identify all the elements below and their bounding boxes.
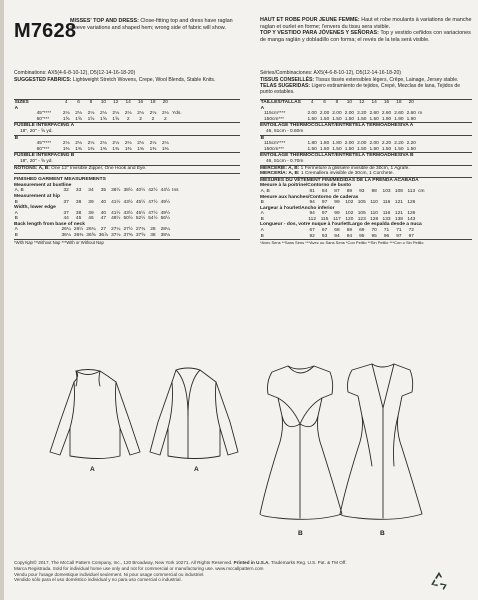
sizes-row: SIZES 4 6 8 10 12 14 16 18 20 (14, 100, 168, 105)
entoilage-a-text: 46, 51cm - 0.60m (266, 128, 304, 134)
description-text-es: Top y vestido ceñidos con variaciones de manga raglán y dobladillo con forma; el revés de la tela será visible. (260, 30, 471, 43)
description-text: Close-fitting top and dress have raglan sleeve variations and shaped hem; wrong side of fabric will show. (70, 18, 233, 31)
fabrics-text-es: Ligero estiramiento de tejidos, Crepé, Mezclas de lana, Tejidos de punto estables. (260, 83, 461, 96)
merceria-es: MERCERÍA: A, B: 1 Cremallera invisible de 30cm, 1 Corchete. (260, 171, 394, 177)
table-row: B 94 97 99 102 105 110 116 121 126 (260, 200, 416, 206)
view-b-front-drawing (260, 366, 342, 519)
fusible-a-label: FUSIBLE INTERFACING A (14, 123, 75, 129)
yardage-table-en: SIZES 4 6 8 10 12 14 16 18 20 A 45"**** 2⅛ 2⅛ 2⅛ 2⅛ 2⅛ 2⅛ 2⅛ 2⅛ 2⅛ Yds. 60"*** 1⅝ 1⅝ 1⅝ 1⅝ 1⅝ 2 2 2 2 FUSIBLE INTERFACING A 18", 20" - ⅝ yd. B 45"**** 2⅛ 2⅛ 2⅛ 2⅛ 2⅛ 2⅛ 2⅛ 2⅛ 2⅛ 60"*** 1⅜ 1⅜ 1⅜ 1⅜ 1⅜ 1⅜ 1⅜ 1⅜ 1⅜ FUSIBLE INTERFACING B 18", 20" - ⅝ yd. NOTIONS: A, B: One 12" Invisible Zipper, One Hook and Eye. FINISHED GARMENT MEASUREMENTS Measurement at bustline A, B 32 33 34 35 36½ 38½ 40½ 42½ 44½ Ins Measurement at hip B 37 38 39 40 41½ 43½ 45½ 47½ 49½ Width, lower edge A 37 38 39 40 41½ 43½ 45½ 47½ 49½ B 44 45 46 47 48½ 50½ 52½ 54½ 56½ Back length from base of neck A 26¼ 26½ 26¾ 27 27¼ 27½ 27¾ 28 28¼ B 36⅛ 36⅜ 36⅝ 36⅞ 37⅛ 37⅜ 37⅝ 38 38⅛ *With Nap **Without Nap ***With or Without Nap (14, 99, 244, 245)
description-english (70, 18, 240, 31)
fusible-a-text: 18", 20" - ⅝ yd. (20, 128, 53, 134)
view-a-front-drawing (50, 370, 140, 459)
fabrics-text-fr: Tissus tissés extensibles légers, Crêpe, Lainage, Jersey stable. (315, 77, 459, 83)
view-b-front-label: B (298, 530, 303, 537)
nap-note-en: *With Nap **Without Nap ***With or Without Nap (14, 239, 104, 245)
description-title: MISSES' TOP AND DRESS: (70, 18, 139, 24)
pattern-number: M7628 (14, 20, 77, 42)
nap-note-fr: *Avec Sens **Sans Sens ***Avec ou Sans Sens *Con Pelillo **Sin Pelillo ***Con o Sin Pelillo (260, 240, 424, 246)
footer (14, 560, 434, 583)
view-a-front-label: A (90, 466, 95, 473)
view-b-back-drawing (340, 364, 422, 519)
back-length-label: Back length from base of neck (14, 221, 85, 227)
description-text-fr: Haut et robe moulants à variations de manche raglan et ourlet en forme; l'envers du tissu sera visible. (260, 17, 472, 30)
website-link[interactable]: www.mccallpattern.com (215, 565, 264, 571)
table-row: B 36⅛ 36⅜ 36⅝ 36⅞ 37⅛ 37⅜ 37⅝ 38 38⅛ (14, 233, 170, 239)
trademarks: Trademarks Reg. U.S. Pat. & TM Off. (270, 560, 347, 565)
table-row: A 67 67 68 69 69 70 71 71 72 (260, 228, 414, 234)
description-title-fr: HAUT ET ROBE POUR JEUNE FEMME: (260, 17, 360, 23)
table-row: 45"**** 2⅛ 2⅛ 2⅛ 2⅛ 2⅛ 2⅛ 2⅛ 2⅛ 2⅛ (36, 141, 169, 147)
back-length-label-fr: Longueur - dos, votre nuque à l'ourlet/Largo de espalda desde a nuca (260, 222, 422, 228)
view-a-back-label: A (194, 466, 199, 473)
table-row: 60"*** 1⅝ 1⅝ 1⅝ 1⅝ 1⅝ 2 2 2 2 (36, 116, 167, 122)
table-row: 115cm**** 2.00 2.00 2.00 2.00 2.20 2.60 2.60 2.60 2.60 m (264, 111, 423, 117)
footer-line4: Vendido sólo para el uso doméstico individual y no para uso comercial o industrial. (14, 577, 182, 583)
table-row: B 112 115 117 120 123 128 133 138 143 (260, 216, 416, 222)
table-row: B 44 45 46 47 48½ 50½ 52½ 54½ 56½ (14, 216, 170, 222)
measurements-title-en: FINISHED GARMENT MEASUREMENTS (14, 177, 106, 183)
table-row: A, B 32 33 34 35 36½ 38½ 40½ 42½ 44½ Ins (14, 188, 179, 194)
table-row: A 26¼ 26½ 26¾ 27 27¼ 27½ 27¾ 28 28¼ (14, 227, 170, 233)
copyright: Copyright© 2017, The McCall Pattern Company, Inc., 120 Broadway, New York 10271. All Rights Reserved. (14, 560, 233, 565)
suggested-fabrics-en (14, 77, 242, 83)
view-a-back-drawing (150, 368, 238, 459)
printed: Printed in U.S.A. (233, 560, 270, 565)
fusible-b-text: 18", 20" - ⅝ yd. (20, 158, 53, 164)
view-b-back-label: B (380, 530, 385, 537)
table-row: A 37 38 39 40 41½ 43½ 45½ 47½ 49½ (14, 210, 170, 216)
mercerie-fr: MERCERIE: A, B: 1 Fermeture à glissière invisible de 30cm, 1 Agrafe. (260, 165, 410, 171)
description-title-es: TOP Y VESTIDO PARA JÓVENES Y SEÑORAS: (260, 30, 379, 37)
bust-label-fr: Mesure à la poitrine/Contorno de busto (260, 183, 352, 189)
table-row: 150cm*** 1.50 1.50 1.50 1.50 1.50 1.50 1.90 1.90 1.90 (264, 116, 416, 122)
table-row: A 94 97 99 102 105 110 116 121 126 (260, 211, 416, 217)
entoilage-b-text: 46, 51cm - 0.70m (266, 158, 304, 164)
footer-line3: Vendu pour l'usage domestique individuel seulement. Ni pour usage commercial ou industriel. (14, 571, 205, 577)
technical-drawings (16, 346, 472, 546)
fusible-b-label: FUSIBLE INTERFACING B (14, 153, 75, 159)
width-label: Width, lower edge (14, 205, 56, 211)
combinations-en: Combinations: AX5(4-6-8-10-12), D5(12-14-16-18-20) (14, 70, 136, 76)
table-row: B 92 93 94 94 95 95 96 97 97 (260, 233, 414, 239)
table-row: 60"*** 1⅜ 1⅜ 1⅜ 1⅜ 1⅜ 1⅜ 1⅜ 1⅜ 1⅜ (36, 146, 169, 152)
notions-en: NOTIONS: A, B: One 12" Invisible Zipper, One Hook and Eye. (14, 165, 147, 171)
bust-label: Measurement at bustline (14, 182, 72, 188)
hip-label: Measurement at hip (14, 193, 60, 199)
table-row: B 37 38 39 40 41½ 43½ 45½ 47½ 49½ (14, 199, 170, 205)
entoilage-a-label: ENTOILAGE THERMOCOLLANT/ENTRETELA TERMOADHESIVA A (260, 123, 414, 129)
footer-line2: Marca Registrada. Sold for individual home use only and not for commercial or manufacturing use. (14, 565, 214, 571)
table-row: 45"**** 2⅛ 2⅛ 2⅛ 2⅛ 2⅛ 2⅛ 2⅛ 2⅛ 2⅛ Yds. (36, 111, 182, 117)
sizes-row-fr: TAILLES/TALLAS 4 6 8 10 12 14 16 18 20 (260, 100, 414, 105)
yardage-table-fr: TAILLES/TALLAS 4 6 8 10 12 14 16 18 20 A 115cm**** 2.00 2.00 2.00 2.00 2.20 2.60 2.60 2.60 2.60 m 150cm*** 1.50 1.50 1.50 1.50 1.50 1.50 1.90 1.90 1.90 ENTOILAGE THERMOCOLLANT/ENTRETELA TERMOADHESIVA A 46, 51cm - 0.60m B 115cm**** 1.80 1.80 1.80 2.00 2.00 2.00 2.20 2.20 2.20 150cm*** 1.50 1.50 1.50 1.50 1.50 1.50 1.50 1.50 1.50 ENTOILAGE THERMOCOLLANT/ENTRETELA TERMOADHESIVA B 46, 51cm - 0.70m MERCERIE: A, B: 1 Fermeture à glissière invisible de 30cm, 1 Agrafe. MERCERÍA: A, B: 1 Cremallera invisible de 30cm, 1 Corchete. MESURES DU VÊTEMENT FINI/MEDIDAS DE LA PRENDA ACABADA Mesure à la poitrine/Contorno de busto A, B 81 84 87 89 93 98 103 108 113 cm Mesure aux hanches/Contorno de caderas B 94 97 99 102 105 110 116 121 126 Largeur à l'ourlet/Ancho inferior A 94 97 99 102 105 110 116 121 126 B 112 115 117 120 123 128 133 138 143 Longueur - dos, votre nuque à l'ourlet/Largo de espalda desde a nuca A 67 67 68 69 69 70 71 71 72 B 92 93 94 94 95 95 96 97 97 *Avec Sens **Sans Sens ***Avec ou Sans Sens *Con Pelillo **Sin Pelillo ***Con o Sin Pelillo (260, 99, 476, 246)
suggested-fabrics-label: SUGGESTED FABRICS: (14, 77, 72, 83)
recycle-icon (428, 570, 450, 592)
table-row: A, B 81 84 87 89 93 98 103 108 113 cm (260, 188, 425, 194)
entoilage-b-label: ENTOILAGE THERMOCOLLANT/ENTRETELA TERMOADHESIVA B (260, 153, 414, 159)
suggested-fabrics-text: Lightweight Stretch Wovens, Crepe, Wool Blends, Stable Knits. (72, 77, 216, 83)
fabrics-fr-es (260, 77, 474, 95)
description-french-spanish (260, 17, 474, 43)
table-row: 150cm*** 1.50 1.50 1.50 1.50 1.50 1.50 1.50 1.50 1.50 (264, 146, 416, 152)
combinations-fr: Séries/Combinaciones: AX5(4-6-8-10-12), D5(12-14-16-18-20) (260, 70, 401, 76)
measurements-title-fr: MESURES DU VÊTEMENT FINI/MEDIDAS DE LA PRENDA ACABADA (260, 177, 419, 183)
hip-label-fr: Mesure aux hanches/Contorno de caderas (260, 194, 359, 200)
fabrics-label-fr: TISSUS CONSEILLÉS: (260, 77, 315, 83)
table-row: 115cm**** 1.80 1.80 1.80 2.00 2.00 2.00 2.20 2.20 2.20 (264, 141, 416, 147)
width-label-fr: Largeur à l'ourlet/Ancho inferior (260, 205, 335, 211)
fabrics-label-es: TELAS SUGERIDAS: (260, 83, 311, 90)
